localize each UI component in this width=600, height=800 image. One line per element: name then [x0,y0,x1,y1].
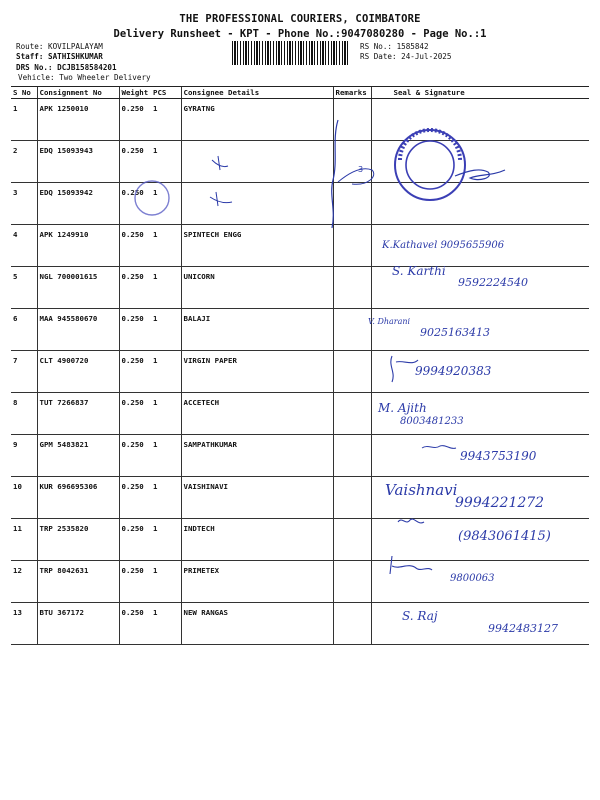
row-sno: 7 [11,351,37,393]
row-consignment-no: GPM 5483821 [37,435,119,477]
row-pcs: 1 [151,603,181,645]
row-consignee: SPINTECH ENGG [181,225,333,267]
row-signature [371,309,589,351]
row-remarks [333,99,371,141]
row-sno: 3 [11,183,37,225]
row-sno: 2 [11,141,37,183]
col-header: PCS [151,87,181,99]
runsheet-subtitle: Delivery Runsheet - KPT - Phone No.:9047080280 - Page No.:1 [113,28,487,40]
col-header: S No [11,87,37,99]
row-pcs: 1 [151,267,181,309]
row-remarks [333,309,371,351]
row-remarks [333,225,371,267]
row-remarks [333,393,371,435]
table-row [11,477,589,519]
table-header-row [11,87,589,99]
col-header: Seal & Signature [371,87,589,99]
row-signature [371,561,589,603]
barcode [232,41,350,65]
table-row [11,141,589,183]
row-weight: 0.250 [119,519,151,561]
row-weight: 0.250 [119,603,151,645]
row-consignee [181,141,333,183]
row-pcs: 1 [151,435,181,477]
row-remarks [333,477,371,519]
table-row [11,99,589,141]
row-consignee: GYRATNG [181,99,333,141]
row-pcs: 1 [151,561,181,603]
row-signature [371,225,589,267]
row-consignment-no: APK 1250010 [37,99,119,141]
row-consignment-no: MAA 945580670 [37,309,119,351]
table-row [11,309,589,351]
signature-5-name: S. Karthi [392,264,446,278]
row-consignee: SAMPATHKUMAR [181,435,333,477]
row-consignee [181,183,333,225]
row-consignee: NEW RANGAS [181,603,333,645]
row-sno: 11 [11,519,37,561]
table-row [11,183,589,225]
table-row [11,603,589,645]
signature-8-name: M. Ajith [378,401,427,415]
row-sno: 5 [11,267,37,309]
signature-13-phone: 9942483127 [488,622,558,635]
row-signature [371,519,589,561]
row-signature [371,183,589,225]
row-remarks [333,561,371,603]
remark-digit: 3 [358,165,364,174]
table-row [11,519,589,561]
row-signature [371,267,589,309]
row-weight: 0.250 [119,351,151,393]
table-row [11,351,589,393]
row-remarks [333,141,371,183]
runsheet-table [11,86,589,645]
table-row [11,561,589,603]
row-weight: 0.250 [119,393,151,435]
row-sno: 6 [11,309,37,351]
row-remarks [333,603,371,645]
row-signature [371,351,589,393]
row-weight: 0.250 [119,309,151,351]
table-row [11,267,589,309]
rs-number: RS No.: 1585842 [360,42,429,51]
row-remarks [333,267,371,309]
row-pcs: 1 [151,477,181,519]
row-pcs: 1 [151,519,181,561]
drs-label: DRS No.: DCJB158584201 [16,63,117,72]
signature-12-phone: 9800063 [450,573,495,584]
row-consignment-no: CLT 4900720 [37,351,119,393]
row-weight: 0.250 [119,141,151,183]
rs-date: RS Date: 24-Jul-2025 [360,52,452,61]
row-consignment-no: TRP 8042631 [37,561,119,603]
table-row [11,435,589,477]
row-consignment-no: KUR 696695306 [37,477,119,519]
row-consignee: UNICORN [181,267,333,309]
row-weight: 0.250 [119,267,151,309]
row-weight: 0.250 [119,225,151,267]
staff-label: Staff: SATHISHKUMAR [16,52,103,61]
signature-10-name: Vaishnavi [385,481,458,499]
signature-13-name: S. Raj [402,609,438,623]
row-pcs: 1 [151,225,181,267]
col-header: Weight [119,87,151,99]
row-sno: 8 [11,393,37,435]
row-sno: 13 [11,603,37,645]
signature-5-phone: 9592224540 [458,276,528,289]
row-consignment-no: APK 1249910 [37,225,119,267]
col-header: Consignee Details [181,87,333,99]
row-consignment-no: TRP 2535820 [37,519,119,561]
vehicle-label: Vehicle: Two Wheeler Delivery [18,73,151,82]
row-pcs: 1 [151,351,181,393]
row-signature [371,477,589,519]
row-sno: 1 [11,99,37,141]
row-consignee: ACCETECH [181,393,333,435]
row-consignee: VIRGIN PAPER [181,351,333,393]
route-label: Route: KOVILPALAYAM [16,42,103,51]
row-weight: 0.250 [119,435,151,477]
row-consignee: PRIMETEX [181,561,333,603]
row-sno: 10 [11,477,37,519]
row-consignment-no: NGL 700001615 [37,267,119,309]
row-weight: 0.250 [119,561,151,603]
table-row [11,225,589,267]
row-sno: 4 [11,225,37,267]
signature-7-phone: 9994920383 [415,364,492,378]
row-sno: 9 [11,435,37,477]
row-remarks [333,183,371,225]
row-consignment-no: TUT 7266837 [37,393,119,435]
row-signature [371,393,589,435]
row-consignee: INDTECH [181,519,333,561]
row-weight: 0.250 [119,477,151,519]
signature-6-phone: 9025163413 [420,326,490,339]
signature-8-phone: 8003481233 [400,416,464,427]
row-remarks [333,519,371,561]
col-header: Consignment No [37,87,119,99]
row-signature [371,141,589,183]
row-signature [371,99,589,141]
signature-4: K.Kathavel 9095655906 [382,240,505,251]
row-pcs: 1 [151,309,181,351]
row-remarks [333,351,371,393]
col-header: Remarks [333,87,371,99]
company-title: THE PROFESSIONAL COURIERS, COIMBATORE [179,13,421,25]
row-pcs: 1 [151,141,181,183]
row-weight: 0.250 [119,183,151,225]
row-pcs: 1 [151,99,181,141]
row-signature [371,435,589,477]
row-consignee: BALAJI [181,309,333,351]
row-signature [371,603,589,645]
row-pcs: 1 [151,393,181,435]
row-weight: 0.250 [119,99,151,141]
row-pcs: 1 [151,183,181,225]
row-remarks [333,435,371,477]
signature-9-phone: 9943753190 [460,449,537,463]
row-consignment-no: EDQ 15093942 [37,183,119,225]
row-consignment-no: BTU 367172 [37,603,119,645]
row-consignee: VAISHINAVI [181,477,333,519]
row-consignment-no: EDQ 15093943 [37,141,119,183]
row-sno: 12 [11,561,37,603]
signature-6-name: V. Dharani [368,317,411,326]
signature-10-phone: 9994221272 [455,495,545,511]
table-row [11,393,589,435]
signature-11-phone: (9843061415) [458,529,551,544]
